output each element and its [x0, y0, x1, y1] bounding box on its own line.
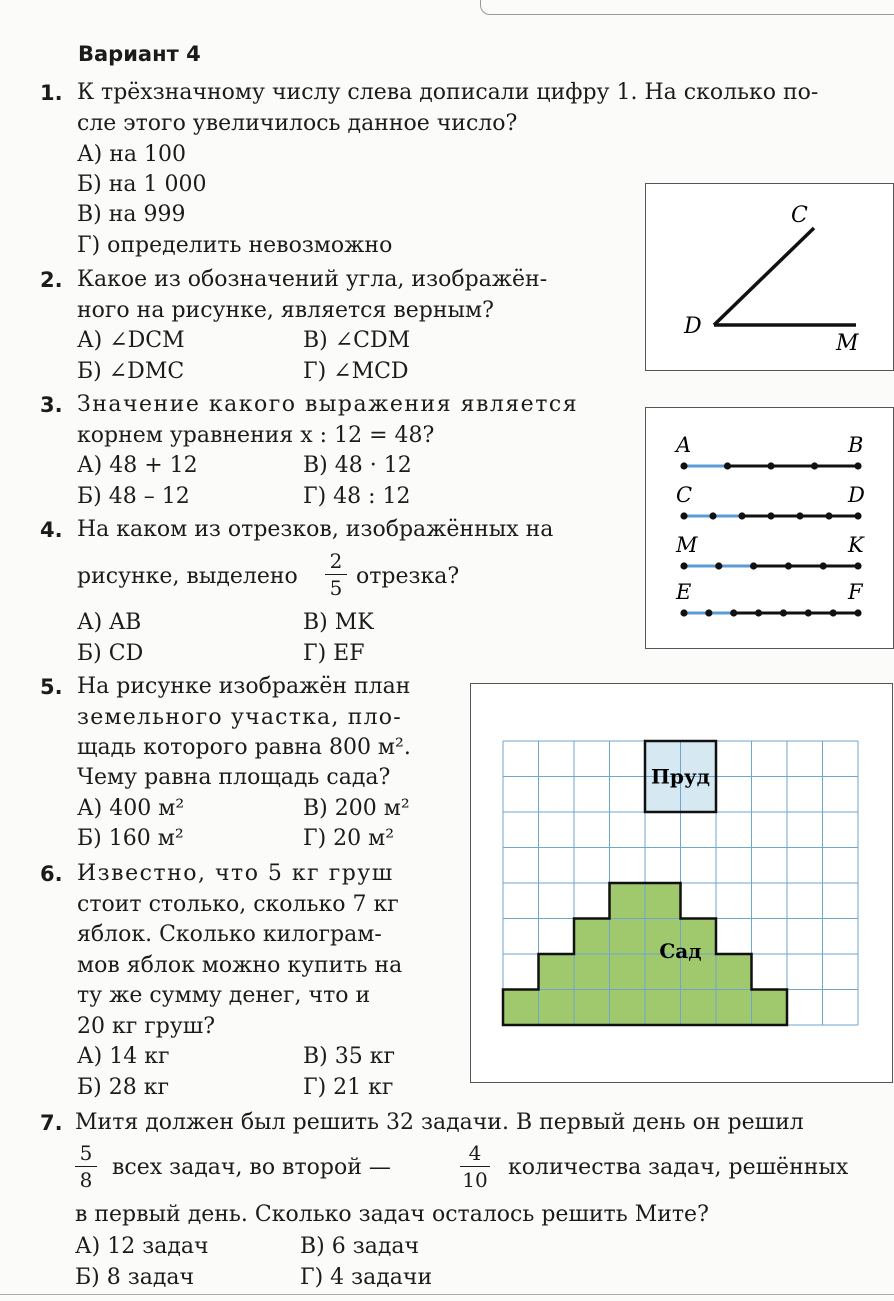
question-5-text-line1: На рисунке изображён план — [77, 674, 411, 699]
question-6-text-line1: Известно, что 5 кг груш — [77, 861, 394, 886]
point-label-m: M — [836, 331, 859, 356]
question-7-option-b: Б) 8 задач — [75, 1265, 195, 1290]
segment-label-left: M — [676, 533, 698, 557]
question-5-option-c: В) 200 м² — [303, 796, 410, 821]
segment-point — [854, 562, 861, 569]
land-plan-svg — [471, 684, 892, 1082]
segment-point — [785, 562, 792, 569]
question-7-text-line2-middle: всех задач, во второй — — [112, 1155, 391, 1180]
question-1-number: 1. — [40, 81, 63, 105]
question-5-option-b: Б) 160 м² — [77, 826, 184, 851]
fraction-numerator: 2 — [329, 549, 343, 573]
fraction-five-eighths — [75, 1141, 97, 1192]
question-5-option-d: Г) 20 м² — [303, 826, 395, 851]
segment-label-right: B — [848, 433, 864, 457]
segment-label-right: D — [848, 483, 865, 507]
question-7-option-c: В) 6 задач — [300, 1234, 420, 1259]
segment-point — [755, 609, 762, 616]
segment-label-left: C — [676, 483, 693, 507]
question-6-text-line3: яблок. Сколько килограм- — [77, 922, 382, 947]
segment-point — [730, 609, 737, 616]
point-label-c: C — [791, 203, 808, 228]
fraction-two-fifths — [325, 549, 347, 600]
segment-label-left: E — [676, 580, 692, 604]
variant-title: Вариант 4 — [78, 42, 201, 66]
question-3-option-a: А) 48 + 12 — [77, 453, 198, 478]
segment-point — [854, 462, 861, 469]
segment-point — [811, 462, 818, 469]
question-4-option-b: Б) CD — [77, 641, 144, 666]
fraction-denominator: 10 — [462, 1168, 488, 1192]
segment-point — [750, 562, 757, 569]
segments-figure-svg — [646, 408, 893, 648]
page-bottom-edge — [0, 1294, 894, 1301]
question-4-text-line1: На каком из отрезков, изображённых на — [77, 517, 554, 542]
question-2-option-d: Г) ∠MCD — [303, 359, 409, 384]
segment-label-right: F — [848, 580, 863, 604]
question-5-text-line3: щадь которого равна 800 м². — [77, 735, 411, 760]
question-6-text-line6: 20 кг груш? — [77, 1014, 216, 1039]
question-4-text-line2-end: отрезка? — [356, 564, 460, 589]
question-2-option-c: В) ∠CDM — [303, 328, 411, 353]
segment-point — [805, 609, 812, 616]
question-7-text-line2-end: количества задач, решённых — [508, 1155, 849, 1180]
question-6-text-line2: стоит столько, сколько 7 кг — [77, 892, 399, 917]
question-7-text-line3: в первый день. Сколько задач осталось решить Мите? — [75, 1202, 709, 1227]
pond-label: Пруд — [650, 764, 711, 789]
segment-point — [767, 462, 774, 469]
question-1-text-line2: сле этого увеличилось данное число? — [77, 111, 518, 136]
question-4-text-line2-start: рисунке, выделено — [77, 564, 298, 589]
garden-label: Сад — [659, 939, 702, 963]
segment-point — [820, 562, 827, 569]
question-6-option-b: Б) 28 кг — [77, 1075, 170, 1100]
question-7-option-d: Г) 4 задачи — [300, 1265, 433, 1290]
segment-point — [767, 512, 774, 519]
question-4-option-c: В) MK — [303, 610, 374, 635]
segment-point — [680, 562, 687, 569]
question-6-text-line5: ту же сумму денег, что и — [77, 983, 371, 1008]
question-3-number: 3. — [40, 393, 63, 417]
question-2-text-line1: Какое из обозначений угла, изображён- — [77, 267, 548, 292]
question-1-option-b: Б) на 1 000 — [77, 172, 207, 197]
segment-point — [796, 512, 803, 519]
question-4-number: 4. — [40, 518, 63, 542]
question-5-number: 5. — [40, 675, 63, 699]
segment-label-right: K — [848, 533, 864, 557]
question-1-text-line1: К трёхзначному числу слева дописали цифру 1. На сколько по- — [77, 80, 819, 105]
question-7-text-line1: Митя должен был решить 32 задачи. В первый день он решил — [75, 1110, 804, 1135]
segment-point — [825, 512, 832, 519]
question-3-option-c: В) 48 · 12 — [303, 453, 412, 478]
question-5-text-line2: земельного участка, пло- — [77, 705, 402, 730]
segment-point — [738, 512, 745, 519]
question-1-option-c: В) на 999 — [77, 202, 186, 227]
question-2-number: 2. — [40, 268, 63, 292]
question-6-number: 6. — [40, 862, 63, 886]
question-5-option-a: А) 400 м² — [77, 796, 185, 821]
question-6-text-line4: мов яблок можно купить на — [77, 953, 403, 978]
segment-point — [705, 609, 712, 616]
segments-figure — [645, 407, 894, 649]
segment-label-left: A — [676, 433, 692, 457]
segment-point — [780, 609, 787, 616]
fraction-four-tenths — [460, 1141, 490, 1192]
question-5-text-line4: Чему равна площадь сада? — [77, 765, 391, 790]
point-label-d: D — [684, 314, 702, 339]
question-6-option-d: Г) 21 кг — [303, 1075, 394, 1100]
question-7-number: 7. — [40, 1111, 63, 1135]
question-3-option-b: Б) 48 – 12 — [77, 484, 190, 509]
segment-point — [709, 512, 716, 519]
question-2-text-line2: ного на рисунке, является верным? — [77, 298, 494, 323]
segment-point — [715, 562, 722, 569]
segment-point — [680, 609, 687, 616]
fraction-numerator: 5 — [79, 1141, 93, 1165]
fraction-numerator: 4 — [468, 1141, 482, 1165]
question-2-option-a: А) ∠DCM — [77, 328, 185, 353]
land-plan-figure — [470, 683, 893, 1083]
question-3-option-d: Г) 48 : 12 — [303, 484, 411, 509]
question-6-option-a: А) 14 кг — [77, 1044, 170, 1069]
question-6-option-c: В) 35 кг — [303, 1044, 396, 1069]
segment-point — [680, 462, 687, 469]
page-header-decoration — [480, 0, 894, 15]
question-2-option-b: Б) ∠DMC — [77, 359, 185, 384]
question-7-option-a: А) 12 задач — [75, 1234, 209, 1259]
question-4-option-d: Г) EF — [303, 641, 365, 666]
segment-point — [854, 512, 861, 519]
segment-point — [854, 609, 861, 616]
angle-figure — [645, 183, 894, 371]
segment-point — [830, 609, 837, 616]
angle-figure-svg — [646, 184, 893, 370]
ray-dc — [714, 228, 814, 325]
question-1-option-d: Г) определить невозможно — [77, 233, 393, 258]
segment-point — [680, 512, 687, 519]
fraction-denominator: 5 — [329, 576, 343, 600]
question-4-option-a: А) AB — [77, 610, 142, 635]
segment-point — [724, 462, 731, 469]
question-3-text-line2: корнем уравнения x : 12 = 48? — [77, 423, 435, 448]
fraction-denominator: 8 — [79, 1168, 93, 1192]
question-1-option-a: А) на 100 — [77, 142, 187, 167]
question-3-text-line1: Значение какого выражения является — [77, 392, 579, 417]
